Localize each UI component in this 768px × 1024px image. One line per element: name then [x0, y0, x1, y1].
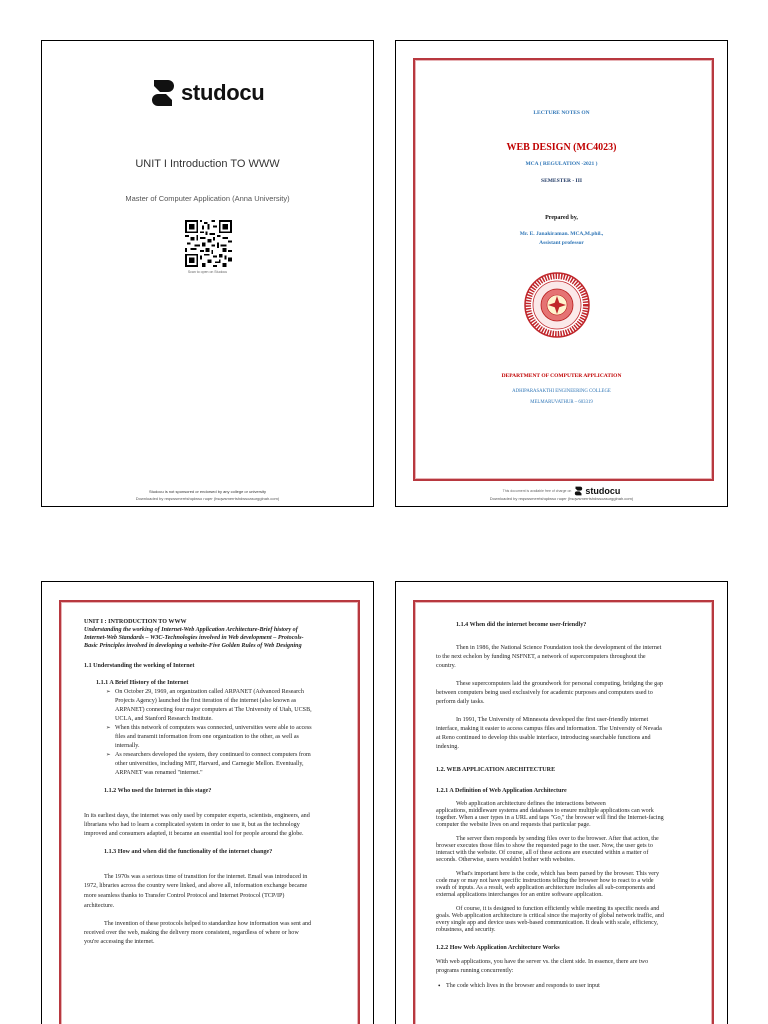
- studocu-logo-icon: [150, 78, 176, 108]
- text-line: swath of inputs. As a result, web application architecture includes all sub-components and: [436, 885, 656, 891]
- text-line: ARPANET was renamed "internet.": [115, 770, 203, 776]
- text-line: Then in 1986, the National Science Foundation took the development of the internet: [456, 645, 662, 651]
- page-4-web-architecture: [395, 581, 728, 1024]
- bullet-item: ➢ As researchers developed the system, they continued to connect computers from: [115, 751, 311, 760]
- bullet-item: ➢ When this network of computers was connected, universities were able to access: [115, 724, 312, 733]
- text-line: indexing.: [436, 744, 459, 750]
- text-line: programs running concurrently:: [436, 968, 514, 974]
- text-line: browser executes those files to show the requested page to the user. Now, the user gets to: [436, 843, 653, 849]
- author-designation: Assistant professor: [539, 240, 584, 246]
- footer-disclaimer: Studocu is not sponsored or endorsed by any college or university: [149, 489, 266, 494]
- studocu-logo-icon: [574, 486, 583, 496]
- text-line: In 1991, The University of Minnesota developed the first user-friendly internet: [456, 717, 649, 723]
- text-line: 1972, libraries across the country were linked, and above all, information exchange became: [84, 883, 308, 889]
- subsection-heading: 1.1.3 How and when did the functionality of the internet change?: [104, 849, 273, 855]
- qr-code-icon[interactable]: [185, 220, 232, 267]
- text-line: ARPANET) connecting four major computers at The University of Utah, UCSB,: [115, 707, 312, 713]
- subsection-heading: 1.1.2 Who used the Internet in this stage?: [104, 788, 212, 794]
- text-line: The invention of these protocols helped to standardize how information was sent and: [104, 921, 312, 927]
- document-title: UNIT I Introduction TO WWW: [135, 158, 280, 170]
- text-line: seconds. Otherwise, users wouldn't bother with websites.: [436, 857, 576, 863]
- page-border-frame: [413, 58, 714, 481]
- studocu-watermark: [396, 486, 727, 496]
- qr-caption: Scan to open on Studocu: [187, 270, 228, 274]
- text-line: UCLA, and Stanford Research Institute.: [115, 716, 213, 722]
- college-seal-icon: [524, 272, 590, 338]
- section-heading: 1.1 Understanding the working of Internet: [84, 663, 195, 669]
- text-line: Of course, it is designed to function efficiently while meeting its specific needs and: [456, 906, 660, 912]
- text-line: librarians who had to learn a complicated system in order to use it, but as the technology: [84, 822, 300, 828]
- text-line: other universities, including MIT, Harvard, and Carnegie Mellon. Eventually,: [115, 761, 304, 767]
- syllabus-line: Understanding the working of Internet-Web Application Architecture-Brief history of: [84, 627, 298, 633]
- text-line: computer the website lives on and requests that particular page.: [436, 822, 591, 828]
- prepared-by-label: Prepared by,: [545, 215, 578, 221]
- text-line: architecture.: [84, 903, 115, 909]
- text-line: internally.: [115, 743, 140, 749]
- text-line: code may or may not have specific instructions telling the browser how to react to a wide: [436, 878, 654, 884]
- text-line: Web application architecture defines the interactions between: [456, 801, 606, 807]
- text-line: The server then responds by sending files over to the browser. After that action, the: [456, 836, 659, 842]
- text-line: These supercomputers laid the groundwork for personal computing, bridging the gap: [456, 681, 663, 687]
- text-line: interface, making it easier to access campus files and information. The University of Nevada: [436, 726, 662, 732]
- text-line: received over the web, making the delivery more consistent, regardless of where or how: [84, 930, 299, 936]
- text-line: interact with the website. Of course, all of these actions are executed within a matter of: [436, 850, 649, 856]
- page-1-studocu-cover: [41, 40, 374, 507]
- text-line: perform daily tasks.: [436, 699, 485, 705]
- text-line: The 1970s was a serious time of transition for the internet. Email was introduced in: [104, 874, 308, 880]
- lecture-notes-label: LECTURE NOTES ON: [533, 110, 590, 116]
- subsection-heading: 1.1.4 When did the internet become user-friendly?: [456, 622, 587, 628]
- text-line: In its earliest days, the internet was only used by computer experts, scientists, engineers, and: [84, 813, 310, 819]
- text-line: goals. Web application architecture is critical since the majority of global network traffic, and: [436, 913, 664, 919]
- watermark-logo-text: studocu: [585, 486, 621, 496]
- section-heading: 1.2. WEB APPLICATION ARCHITECTURE: [436, 767, 556, 773]
- college-place: MELMARUVATHUR – 603319: [530, 400, 593, 405]
- document-subtitle: Master of Computer Application (Anna University): [125, 194, 290, 203]
- text-line: to the next echelon by funding NSFNET, a network of supercomputers throughout the: [436, 654, 646, 660]
- syllabus-line: Internet-Web Standards – W3C-Technologies involved in Web development – Protocols-: [84, 635, 304, 641]
- bullet-item: ➢ On October 29, 1969, an organization called ARPANET (Advanced Research: [115, 688, 304, 697]
- text-line: improved and consumers adapted, it became an essential tool for people around the globe.: [84, 831, 304, 837]
- department-name: DEPARTMENT OF COMPUTER APPLICATION: [501, 373, 622, 379]
- subsection-heading: 1.2.2 How Web Application Architecture Works: [436, 945, 560, 951]
- text-line: together. When a user types in a URL and taps "Go," the browser will find the Internet-facing: [436, 815, 664, 821]
- page-3-unit-intro: [41, 581, 374, 1024]
- studocu-logo: [150, 78, 264, 108]
- regulation-label: MCA ( REGULATION -2021 ): [525, 161, 598, 167]
- author-name: Mr. E. Janakiraman. MCA,M.phil.,: [519, 231, 604, 237]
- unit-title: UNIT I : INTRODUCTION TO WWW: [84, 619, 187, 625]
- text-line: What's important here is the code, which has been parsed by the browser. This very: [456, 871, 660, 877]
- text-line: more seamless thanks to Transfer Control Protocol and Internet Protocol (TCP/IP): [84, 893, 285, 899]
- text-line: Projects Agency) launched the first iteration of the internet (also known as: [115, 698, 297, 704]
- footer-download-info: Downloaded by reqswsmerrtshqdwso ruqer (hsqwsmerrtshdwsoasurgglnah.com): [489, 496, 634, 501]
- text-line: external applications interchanges for an entire software application.: [436, 892, 603, 898]
- footer-download-info: Downloaded by reqswsmerrtshqdwso ruqer (hsqwsmerrtshdwsoasurgglnah.com): [135, 496, 280, 501]
- subsection-heading: 1.2.1 A Definition of Web Application Architecture: [436, 788, 567, 794]
- bullet-item: • The code which lives in the browser and responds to user input: [446, 982, 600, 991]
- subsection-heading: 1.1.1 A Brief History of the Internet: [96, 680, 189, 686]
- college-name: ADHIPARASAKTHI ENGINEERING COLLEGE: [512, 389, 611, 394]
- syllabus-line: Basic Principles involved in developing a website-Five Golden Rules of Web Designing: [84, 643, 302, 649]
- text-line: files and transmit information from one organization to the other, as well as: [115, 734, 299, 740]
- text-line: you're accessing the internet.: [84, 939, 155, 945]
- text-line: applications, middleware systems and databases to ensure multiple applications can work: [436, 808, 654, 814]
- semester-label: SEMESTER - III: [541, 178, 582, 184]
- page-2-title-page: [395, 40, 728, 507]
- text-line: country.: [436, 663, 456, 669]
- text-line: With web applications, you have the server vs. the client side. In essence, there are two: [436, 959, 649, 965]
- text-line: every single app and device uses web-based communication. It deals with scale, efficiency,: [436, 920, 659, 926]
- studocu-logo-text: studocu: [181, 80, 265, 105]
- text-line: robustness, and security.: [436, 927, 496, 933]
- text-line: at Reno continued to develop this usable interface, introducing searchable functions and: [436, 735, 651, 741]
- watermark-text: This document is available free of charge on: [502, 489, 572, 493]
- course-title: WEB DESIGN (MC4023): [506, 142, 617, 153]
- text-line: between computers being used exclusively for academic purposes and computers used to: [436, 690, 653, 696]
